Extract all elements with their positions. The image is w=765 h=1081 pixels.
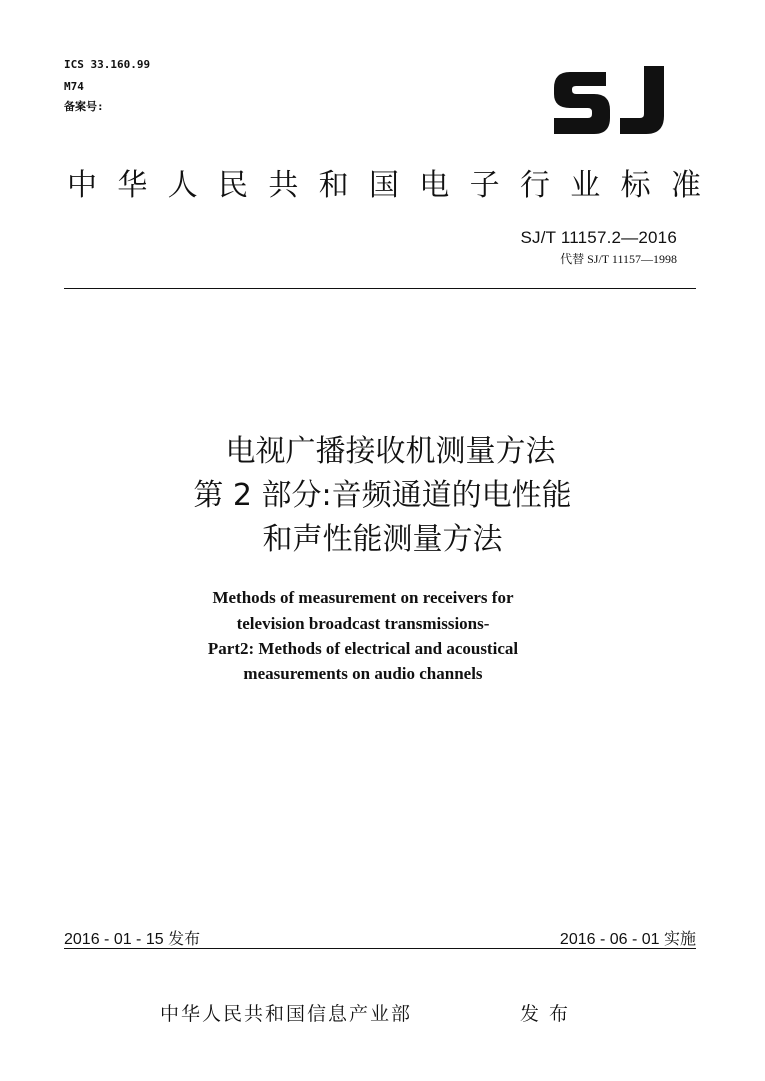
std-title-char: 中: [67, 168, 97, 203]
publish-label: 发布: [520, 1003, 579, 1025]
standard-number: SJ/T 11157.2—2016: [520, 228, 677, 247]
std-title-char: 人: [167, 168, 198, 203]
title-cn-line2: 第 2 部分:音频通道的电性能: [193, 478, 572, 513]
std-title-char: 业: [570, 168, 601, 203]
bottom-divider: [64, 948, 696, 949]
title-cn-line3: 和声性能测量方法: [262, 522, 503, 557]
issuing-authority: 中华人民共和国信息产业部: [160, 1003, 413, 1025]
std-title-char: 子: [469, 168, 500, 203]
std-title-char: 和: [318, 168, 349, 203]
top-divider: [64, 288, 696, 289]
title-cn-line1: 电视广播接收机测量方法: [225, 434, 556, 469]
std-title-char: 电: [419, 168, 450, 203]
std-title-char: 国: [368, 168, 399, 203]
title-en-line2: television broadcast transmissions-: [236, 614, 490, 633]
std-title-char: 共: [268, 168, 299, 203]
std-title-char: 行: [519, 168, 550, 203]
implementation-date: 2016 - 06 - 01 实施: [559, 931, 696, 948]
std-title-char: 标: [620, 168, 651, 203]
ics-code: ICS 33.160.99: [64, 58, 151, 71]
title-en-line4: measurements on audio channels: [243, 664, 483, 683]
std-title-char: 华: [117, 168, 148, 203]
ccs-code: M74: [64, 80, 84, 93]
standard-category-title: [64, 166, 704, 206]
title-en-line1: Methods of measurement on receivers for: [212, 588, 514, 607]
issue-date: 2016 - 01 - 15 发布: [64, 931, 201, 948]
std-title-char: 准: [670, 168, 701, 203]
replaces-standard: 代替 SJ/T 11157—1998: [560, 252, 677, 266]
title-en-line3: Part2: Methods of electrical and acoustical: [207, 639, 519, 658]
sj-logo: [548, 62, 673, 142]
record-number-label: 备案号:: [64, 100, 104, 113]
std-title-char: 民: [217, 168, 248, 203]
